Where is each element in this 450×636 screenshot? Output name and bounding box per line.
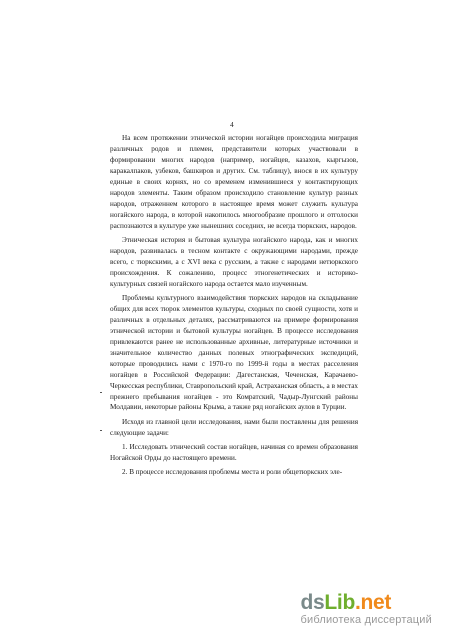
watermark-logo bbox=[300, 592, 432, 614]
scan-speck bbox=[100, 392, 102, 393]
paragraph-6: 2. В процессе исследования проблемы места и роли общетюркских эле- bbox=[122, 468, 343, 477]
paragraph-3: Проблемы культурного взаимодействия тюркских народов на складывание общих для всех тюрок элементов культуры, сходных по своей сущности, хотя и различных в отдельных деталях, рассматриваются на примере формирования этнической истории и бытовой культуры ногайцев. В процессе исследования привлекаются ранее не использованные архивные, литературные источники и значительное количество данных полевых этнографических экспедиций, которые проводились нами с 1970-го по 1999-й годы в местах расселения ногайцев в Российской Федерации: Дагестанская, Чеченская, Карачаево-Черкесская республики, Ставропольский край, Астраханская область, а в местах прежнего пребывания ногайцев - это Комратский, Чадыр-Лунгский районы Молдавии, некоторые районы Крыма, а также ряд ногайских аулов в Турции. bbox=[110, 293, 358, 412]
paragraph-2: Этническая история и бытовая культура ногайского народа, как и многих народов, развивалась в тесном контакте с окружающими народами, прежде всего, с тюркскими, а с XVI века с русским, а также с народами нетюркского происхождения. К сожалению, процесс этногенетических и историко-культурных связей ногайского народа остается мало изученным. bbox=[110, 235, 358, 288]
logo-lib: Lib bbox=[324, 591, 355, 614]
logo-net: .net bbox=[354, 591, 392, 614]
logo-ds: ds bbox=[300, 591, 325, 614]
paragraph-1: На всем протяжении этнической истории ногайцев происходила миграция различных родов и племен, представители которых участвовали в формировании многих народов (например, ногайцев, казахов, кыргызов, каракалпаков, узбеков, башкиров и других. См. таблицу), внося в их культуру единые в своих корнях, но со временем изменившиеся у контактирующих народов элементы. Таким образом происходило становление культур разных народов, отраженнем которого в настоящее время может служить культура ногайского народа, в которой накопилось многообразие прошлого и отголоски распознаются в культуре уже нынешних соседних, не всегда тюркских, народов. bbox=[110, 134, 358, 230]
page-number: 4 bbox=[230, 120, 234, 129]
watermark bbox=[300, 592, 432, 626]
watermark-subtitle: библиотека диссертаций bbox=[300, 614, 432, 626]
body-text bbox=[110, 133, 358, 481]
scan-speck bbox=[100, 430, 102, 431]
paragraph-4: Исходя из главной цели исследования, нами были поставлены для решения следующие задачи: bbox=[110, 417, 358, 437]
paragraph-5: 1. Исследовать этнический состав ногайцев, начиная со времен образования Ногайской Орды до настоящего времени. bbox=[110, 442, 358, 462]
